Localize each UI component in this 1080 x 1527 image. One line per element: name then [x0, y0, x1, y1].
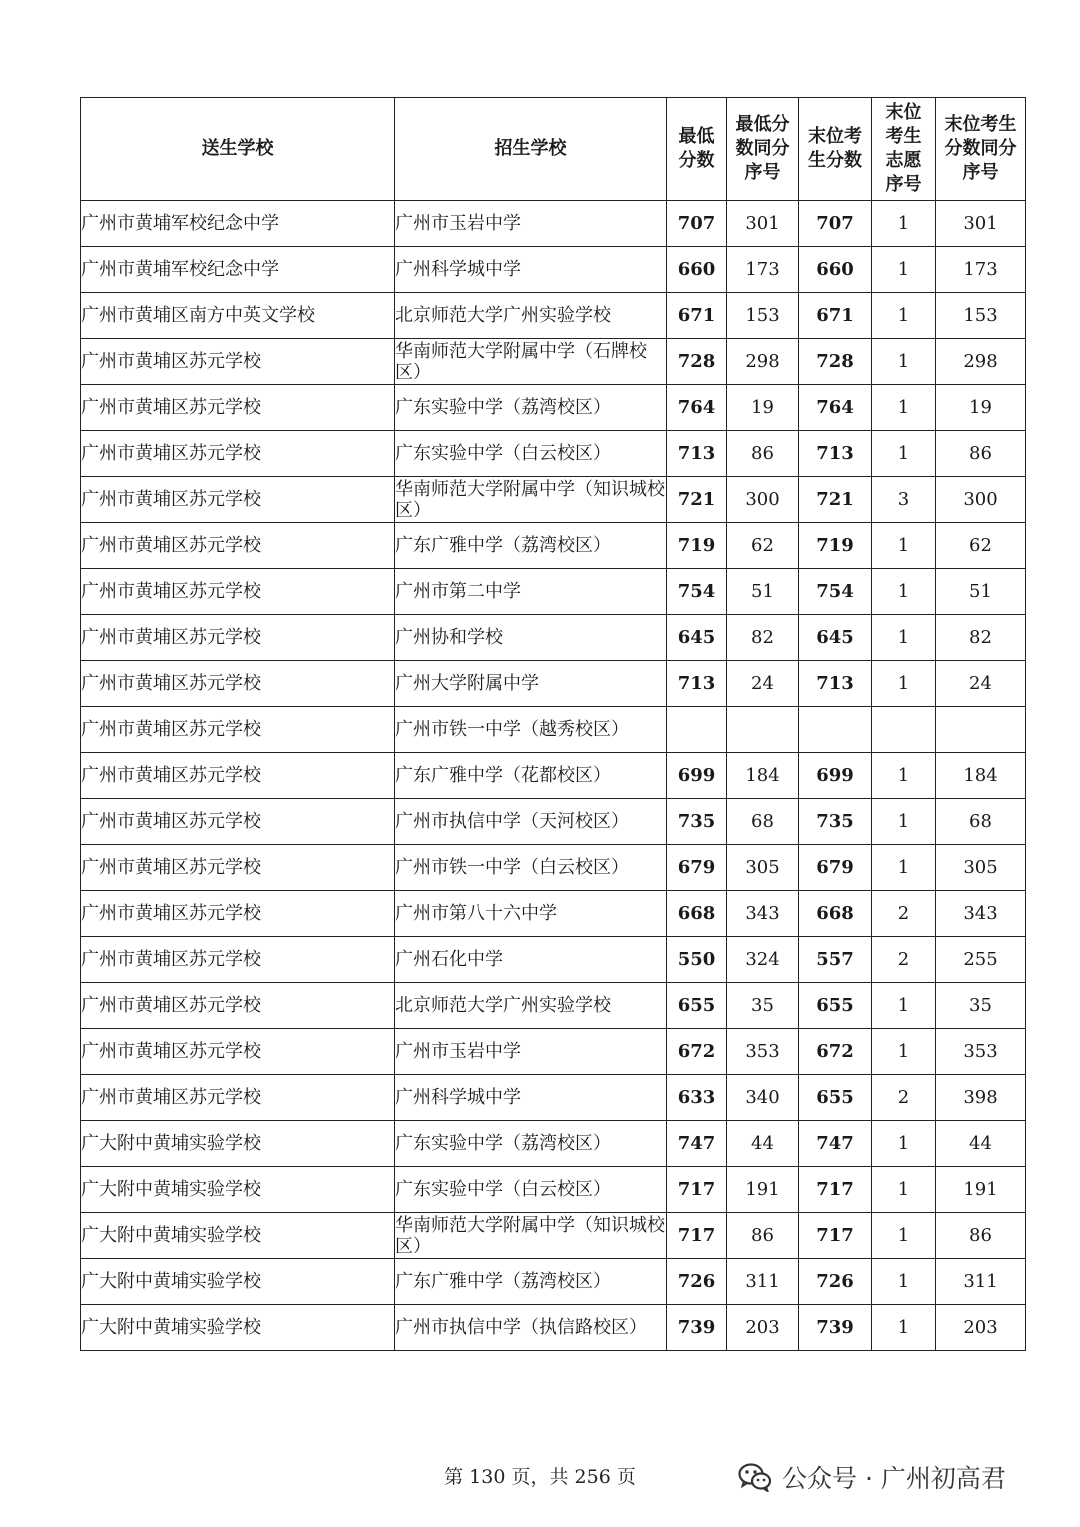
last-preference-cell: 1 — [872, 753, 936, 799]
admitting-school-cell: 广州协和学校 — [395, 615, 667, 661]
table-row — [81, 661, 1026, 707]
admitting-school-cell: 北京师范大学广州实验学校 — [395, 293, 667, 339]
last-score-rank-cell: 86 — [936, 431, 1026, 477]
last-score-cell: 645 — [799, 615, 872, 661]
table-row — [81, 1029, 1026, 1075]
min-score-rank-cell: 324 — [727, 937, 799, 983]
sender-school-cell: 广州市黄埔军校纪念中学 — [81, 247, 395, 293]
admitting-school-cell: 广东实验中学（白云校区） — [395, 431, 667, 477]
table-row — [81, 523, 1026, 569]
table-row — [81, 615, 1026, 661]
sender-school-cell: 广州市黄埔区苏元学校 — [81, 339, 395, 385]
header-label: 招生学校 — [494, 138, 567, 159]
admitting-school-cell: 广州市铁一中学（白云校区） — [395, 845, 667, 891]
min-score-rank-cell: 82 — [727, 615, 799, 661]
last-score-cell: 660 — [799, 247, 872, 293]
last-score-cell: 726 — [799, 1259, 872, 1305]
header-min-score-rank — [727, 98, 799, 201]
table-row — [81, 339, 1026, 385]
header-label-line: 分数同分 — [944, 138, 1017, 159]
last-preference-cell: 1 — [872, 431, 936, 477]
watermark-text: 公众号 · 广州初高君 — [782, 1464, 1006, 1493]
sender-school-cell: 广州市黄埔区苏元学校 — [81, 937, 395, 983]
header-label-line: 序号 — [885, 174, 922, 195]
min-score-cell: 735 — [667, 799, 727, 845]
table-row — [81, 891, 1026, 937]
last-preference-cell: 1 — [872, 569, 936, 615]
last-score-cell: 713 — [799, 661, 872, 707]
sender-school-cell: 广大附中黄埔实验学校 — [81, 1305, 395, 1351]
admitting-school-cell: 华南师范大学附属中学（石牌校区） — [395, 339, 667, 385]
last-score-cell: 739 — [799, 1305, 872, 1351]
min-score-rank-cell: 35 — [727, 983, 799, 1029]
sender-school-cell: 广州市黄埔区南方中英文学校 — [81, 293, 395, 339]
header-label: 送生学校 — [201, 138, 274, 159]
last-score-rank-cell: 343 — [936, 891, 1026, 937]
sender-school-cell: 广大附中黄埔实验学校 — [81, 1213, 395, 1259]
last-score-rank-cell — [936, 707, 1026, 753]
admitting-school-cell: 广东广雅中学（荔湾校区） — [395, 1259, 667, 1305]
last-preference-cell: 1 — [872, 799, 936, 845]
last-score-rank-cell: 82 — [936, 615, 1026, 661]
min-score-cell: 717 — [667, 1167, 727, 1213]
last-score-cell: 728 — [799, 339, 872, 385]
table-row — [81, 385, 1026, 431]
header-label-line: 考生 — [885, 126, 922, 147]
watermark — [738, 1457, 1006, 1497]
admission-score-table — [80, 97, 1026, 1351]
last-preference-cell: 1 — [872, 1259, 936, 1305]
last-score-rank-cell: 86 — [936, 1213, 1026, 1259]
min-score-cell: 726 — [667, 1259, 727, 1305]
last-score-rank-cell: 62 — [936, 523, 1026, 569]
table-row — [81, 477, 1026, 523]
header-admitting-school — [395, 98, 667, 201]
sender-school-cell: 广州市黄埔区苏元学校 — [81, 569, 395, 615]
min-score-cell: 633 — [667, 1075, 727, 1121]
admitting-school-cell: 广州市第二中学 — [395, 569, 667, 615]
table-body — [81, 201, 1026, 1351]
table-row — [81, 1075, 1026, 1121]
last-score-rank-cell: 173 — [936, 247, 1026, 293]
min-score-rank-cell: 173 — [727, 247, 799, 293]
min-score-cell: 721 — [667, 477, 727, 523]
page-number: 第 130 页，共 256 页 — [444, 1466, 636, 1488]
last-score-cell: 655 — [799, 983, 872, 1029]
min-score-cell: 655 — [667, 983, 727, 1029]
table-row — [81, 569, 1026, 615]
last-preference-cell: 2 — [872, 937, 936, 983]
table-row — [81, 937, 1026, 983]
last-score-cell: 699 — [799, 753, 872, 799]
min-score-cell: 645 — [667, 615, 727, 661]
table-row — [81, 799, 1026, 845]
sender-school-cell: 广州市黄埔区苏元学校 — [81, 477, 395, 523]
last-preference-cell: 2 — [872, 1075, 936, 1121]
table-row — [81, 1121, 1026, 1167]
min-score-rank-cell: 311 — [727, 1259, 799, 1305]
admitting-school-cell: 广东实验中学（荔湾校区） — [395, 385, 667, 431]
admitting-school-cell: 广州石化中学 — [395, 937, 667, 983]
last-preference-cell: 3 — [872, 477, 936, 523]
last-score-cell: 679 — [799, 845, 872, 891]
last-preference-cell: 1 — [872, 339, 936, 385]
header-last-score — [799, 98, 872, 201]
admitting-school-cell: 广东实验中学（荔湾校区） — [395, 1121, 667, 1167]
last-score-cell: 747 — [799, 1121, 872, 1167]
table-row — [81, 707, 1026, 753]
sender-school-cell: 广大附中黄埔实验学校 — [81, 1167, 395, 1213]
last-preference-cell: 1 — [872, 1029, 936, 1075]
min-score-cell: 764 — [667, 385, 727, 431]
min-score-rank-cell: 343 — [727, 891, 799, 937]
sender-school-cell: 广大附中黄埔实验学校 — [81, 1121, 395, 1167]
min-score-cell: 728 — [667, 339, 727, 385]
last-score-rank-cell: 68 — [936, 799, 1026, 845]
last-score-cell: 717 — [799, 1167, 872, 1213]
min-score-rank-cell: 353 — [727, 1029, 799, 1075]
sender-school-cell: 广州市黄埔军校纪念中学 — [81, 201, 395, 247]
min-score-cell: 707 — [667, 201, 727, 247]
sender-school-cell: 广州市黄埔区苏元学校 — [81, 385, 395, 431]
admitting-school-cell: 华南师范大学附属中学（知识城校区） — [395, 478, 665, 521]
last-preference-cell: 1 — [872, 1167, 936, 1213]
sender-school-cell: 广州市黄埔区苏元学校 — [81, 1075, 395, 1121]
min-score-cell: 713 — [667, 661, 727, 707]
min-score-rank-cell: 184 — [727, 753, 799, 799]
header-label-line: 数同分 — [735, 138, 790, 159]
min-score-rank-cell: 191 — [727, 1167, 799, 1213]
min-score-cell: 668 — [667, 891, 727, 937]
last-score-rank-cell: 19 — [936, 385, 1026, 431]
sender-school-cell: 广大附中黄埔实验学校 — [81, 1259, 395, 1305]
admitting-school-cell: 广东实验中学（白云校区） — [395, 1167, 667, 1213]
last-preference-cell: 1 — [872, 201, 936, 247]
last-score-cell: 717 — [799, 1213, 872, 1259]
table-row — [81, 983, 1026, 1029]
sender-school-cell: 广州市黄埔区苏元学校 — [81, 431, 395, 477]
min-score-cell: 660 — [667, 247, 727, 293]
min-score-rank-cell: 203 — [727, 1305, 799, 1351]
admitting-school-cell: 广东广雅中学（荔湾校区） — [395, 523, 667, 569]
admitting-school-cell: 广州大学附属中学 — [395, 661, 667, 707]
last-score-rank-cell: 255 — [936, 937, 1026, 983]
min-score-rank-cell: 44 — [727, 1121, 799, 1167]
last-preference-cell: 1 — [872, 1121, 936, 1167]
table-header-row — [81, 98, 1026, 201]
admitting-school-cell: 广州市第八十六中学 — [395, 891, 667, 937]
min-score-cell: 719 — [667, 523, 727, 569]
admitting-school-cell: 广州市铁一中学（越秀校区） — [395, 707, 667, 753]
min-score-rank-cell — [727, 707, 799, 753]
min-score-rank-cell: 153 — [727, 293, 799, 339]
sender-school-cell: 广州市黄埔区苏元学校 — [81, 1029, 395, 1075]
last-score-cell: 721 — [799, 477, 872, 523]
min-score-cell — [667, 707, 727, 753]
sender-school-cell: 广州市黄埔区苏元学校 — [81, 799, 395, 845]
header-label-line: 志愿 — [885, 150, 922, 171]
table-row — [81, 1305, 1026, 1351]
last-score-rank-cell: 311 — [936, 1259, 1026, 1305]
last-preference-cell: 1 — [872, 523, 936, 569]
header-last-preference — [872, 98, 936, 201]
last-score-rank-cell: 153 — [936, 293, 1026, 339]
min-score-cell: 550 — [667, 937, 727, 983]
last-score-cell — [799, 707, 872, 753]
sender-school-cell: 广州市黄埔区苏元学校 — [81, 983, 395, 1029]
last-preference-cell: 1 — [872, 1305, 936, 1351]
table-row — [81, 201, 1026, 247]
table-row — [81, 431, 1026, 477]
admitting-school-cell: 广州市玉岩中学 — [395, 201, 667, 247]
header-label-line: 末位 — [885, 102, 922, 123]
header-label-line: 序号 — [744, 162, 781, 183]
min-score-cell: 739 — [667, 1305, 727, 1351]
header-label-line: 末位考 — [808, 126, 862, 147]
last-score-rank-cell: 305 — [936, 845, 1026, 891]
min-score-rank-cell: 51 — [727, 569, 799, 615]
last-score-rank-cell: 24 — [936, 661, 1026, 707]
min-score-rank-cell: 86 — [727, 431, 799, 477]
sender-school-cell: 广州市黄埔区苏元学校 — [81, 845, 395, 891]
last-preference-cell: 1 — [872, 385, 936, 431]
last-preference-cell: 1 — [872, 983, 936, 1029]
header-label-line: 最低分 — [735, 114, 790, 135]
wechat-icon — [738, 1462, 772, 1492]
min-score-rank-cell: 68 — [727, 799, 799, 845]
admitting-school-cell: 北京师范大学广州实验学校 — [395, 983, 667, 1029]
last-score-cell: 557 — [799, 937, 872, 983]
last-preference-cell: 1 — [872, 615, 936, 661]
last-preference-cell — [872, 707, 936, 753]
header-min-score — [667, 98, 727, 201]
sender-school-cell: 广州市黄埔区苏元学校 — [81, 661, 395, 707]
last-score-cell: 719 — [799, 523, 872, 569]
min-score-cell: 717 — [667, 1213, 727, 1259]
admitting-school-cell: 广州市执信中学（天河校区） — [395, 799, 667, 845]
last-score-rank-cell: 203 — [936, 1305, 1026, 1351]
last-score-rank-cell: 398 — [936, 1075, 1026, 1121]
last-score-rank-cell: 44 — [936, 1121, 1026, 1167]
header-last-score-rank — [936, 98, 1026, 201]
min-score-rank-cell: 301 — [727, 201, 799, 247]
admitting-school-cell: 广州市执信中学（执信路校区） — [395, 1305, 667, 1351]
table-row — [81, 1259, 1026, 1305]
last-score-rank-cell: 184 — [936, 753, 1026, 799]
table-row — [81, 845, 1026, 891]
min-score-rank-cell: 300 — [727, 477, 799, 523]
last-preference-cell: 1 — [872, 845, 936, 891]
header-label-line: 最低 — [678, 126, 715, 147]
min-score-rank-cell: 24 — [727, 661, 799, 707]
sender-school-cell: 广州市黄埔区苏元学校 — [81, 615, 395, 661]
header-sender-school — [81, 98, 395, 201]
last-score-rank-cell: 301 — [936, 201, 1026, 247]
last-score-rank-cell: 191 — [936, 1167, 1026, 1213]
admitting-school-cell: 广州科学城中学 — [395, 247, 667, 293]
last-score-cell: 764 — [799, 385, 872, 431]
min-score-cell: 747 — [667, 1121, 727, 1167]
header-label-line: 分数 — [678, 150, 715, 171]
last-score-cell: 668 — [799, 891, 872, 937]
last-score-rank-cell: 300 — [936, 477, 1026, 523]
min-score-cell: 679 — [667, 845, 727, 891]
min-score-rank-cell: 86 — [727, 1213, 799, 1259]
last-score-rank-cell: 298 — [936, 339, 1026, 385]
table-row — [81, 293, 1026, 339]
last-preference-cell: 1 — [872, 247, 936, 293]
min-score-cell: 754 — [667, 569, 727, 615]
sender-school-cell: 广州市黄埔区苏元学校 — [81, 891, 395, 937]
min-score-rank-cell: 62 — [727, 523, 799, 569]
header-label-line: 生分数 — [808, 150, 862, 171]
min-score-rank-cell: 340 — [727, 1075, 799, 1121]
min-score-cell: 672 — [667, 1029, 727, 1075]
header-label-line: 末位考生 — [944, 114, 1017, 135]
table-row — [81, 1213, 1026, 1259]
last-score-rank-cell: 35 — [936, 983, 1026, 1029]
last-preference-cell: 1 — [872, 1213, 936, 1259]
last-preference-cell: 1 — [872, 661, 936, 707]
admitting-school-cell: 广州市玉岩中学 — [395, 1029, 667, 1075]
table-row — [81, 753, 1026, 799]
last-score-cell: 671 — [799, 293, 872, 339]
last-score-cell: 713 — [799, 431, 872, 477]
min-score-cell: 671 — [667, 293, 727, 339]
admitting-school-cell: 广州科学城中学 — [395, 1075, 667, 1121]
last-score-cell: 754 — [799, 569, 872, 615]
table-row — [81, 1167, 1026, 1213]
min-score-cell: 713 — [667, 431, 727, 477]
header-label-line: 序号 — [962, 162, 999, 183]
last-preference-cell: 1 — [872, 293, 936, 339]
last-score-rank-cell: 51 — [936, 569, 1026, 615]
last-score-cell: 672 — [799, 1029, 872, 1075]
sender-school-cell: 广州市黄埔区苏元学校 — [81, 707, 395, 753]
min-score-rank-cell: 19 — [727, 385, 799, 431]
sender-school-cell: 广州市黄埔区苏元学校 — [81, 523, 395, 569]
last-preference-cell: 2 — [872, 891, 936, 937]
min-score-rank-cell: 305 — [727, 845, 799, 891]
admitting-school-cell: 华南师范大学附属中学（知识城校区） — [395, 1214, 665, 1257]
sender-school-cell: 广州市黄埔区苏元学校 — [81, 753, 395, 799]
last-score-cell: 655 — [799, 1075, 872, 1121]
last-score-cell: 735 — [799, 799, 872, 845]
min-score-rank-cell: 298 — [727, 339, 799, 385]
min-score-cell: 699 — [667, 753, 727, 799]
last-score-cell: 707 — [799, 201, 872, 247]
last-score-rank-cell: 353 — [936, 1029, 1026, 1075]
admitting-school-cell: 广东广雅中学（花都校区） — [395, 753, 667, 799]
table-row — [81, 247, 1026, 293]
